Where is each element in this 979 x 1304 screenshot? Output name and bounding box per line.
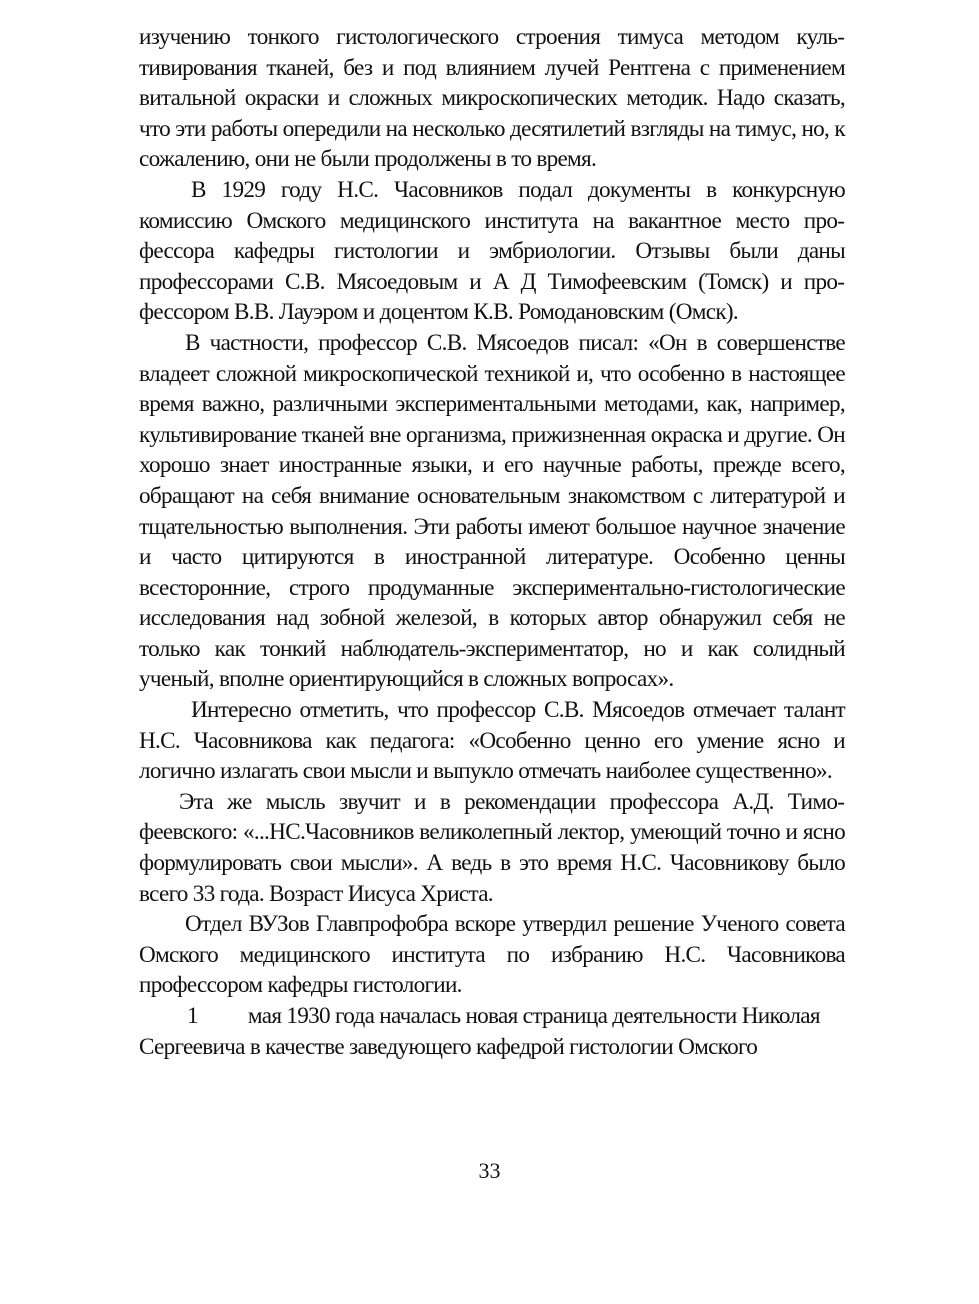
paragraph-may-1930-line1 xyxy=(139,1001,845,1032)
page-number: 33 xyxy=(478,1158,501,1183)
paragraph-may-1930-line2: Сергеевича в качестве заведующего кафедрой гистологии Омского xyxy=(139,1033,758,1060)
paragraph-1929-application: В 1929 году Н.С. Часовников подал документы в конкурсную комиссию Омского медицинского института на вакантное место профессора кафедры гистологии и эмбриологии. Отзывы были даны профессорами С.В. Мясоедовым и А Д Тимофеевским (Томск) и профессором В.В. Лауэром и доцентом К.В. Ромодановским (Омск). xyxy=(139,176,845,326)
document-page xyxy=(139,22,845,1062)
paragraph-myasoedov-review: В частности, профессор С.В. Мясоедов писал: «Он в совершенстве владеет сложной микроскопической техникой и, что особенно в настоящее время важно, различными экспериментальными методами, как, например, культивирование тканей вне организма, прижизненная окраска и другие. Он хорошо знает иностранные языки, и его научные работы, прежде всего, обращают на себя внимание основательным знакомством с литературой и тщательностью выполнения. Эти работы имеют большое научное значение и часто цитируются в иностранной литературе. Особенно ценны всесторонние, строго продуманные экспериментально-гистологические исследования над зобной железой, в которых автор обнаружил себя не только как тонкий наблюдатель-экспериментатор, но и как солидный ученый, вполне ориентирующийся в сложных вопросах». xyxy=(139,329,845,693)
paragraph-thymus-research: изучению тонкого гистологического строения тимуса методом культивирования тканей, без и под влиянием лучей Рентгена с применением витальной окраски и сложных микроскопических методик. Надо сказать, что эти работы опередили на несколько десятилетий взгляды на тимус, но, к сожалению, они не были продолжены в то время. xyxy=(139,24,845,173)
paragraph-approval: Отдел ВУЗов Главпрофобра вскоре утвердил решение Ученого совета Омского медицинского института по избранию Н.С. Часовникова профессором кафедры гистологии. xyxy=(139,911,845,999)
paragraph-timofeevsky-recommendation: Эта же мысль звучит и в рекомендации профессора А.Д. Тимофеевского: «...НС.Часовников великолепный лектор, умеющий точно и ясно формулировать свои мысли». А ведь в это время Н.С. Часовникову было всего 33 года. Возраст Иисуса Христа. xyxy=(139,788,845,907)
may-1930-text: мая 1930 года началась новая страница деятельности Николая xyxy=(247,1003,820,1029)
paragraph-teaching-talent: Интересно отметить, что профессор С.В. Мясоедов отмечает талант Н.С. Часовникова как педагога: «Особенно ценно его умение ясно и логично излагать свои мысли и выпукло отмечать наиболее существенно». xyxy=(139,697,845,785)
day-number: 1 xyxy=(187,1003,198,1029)
